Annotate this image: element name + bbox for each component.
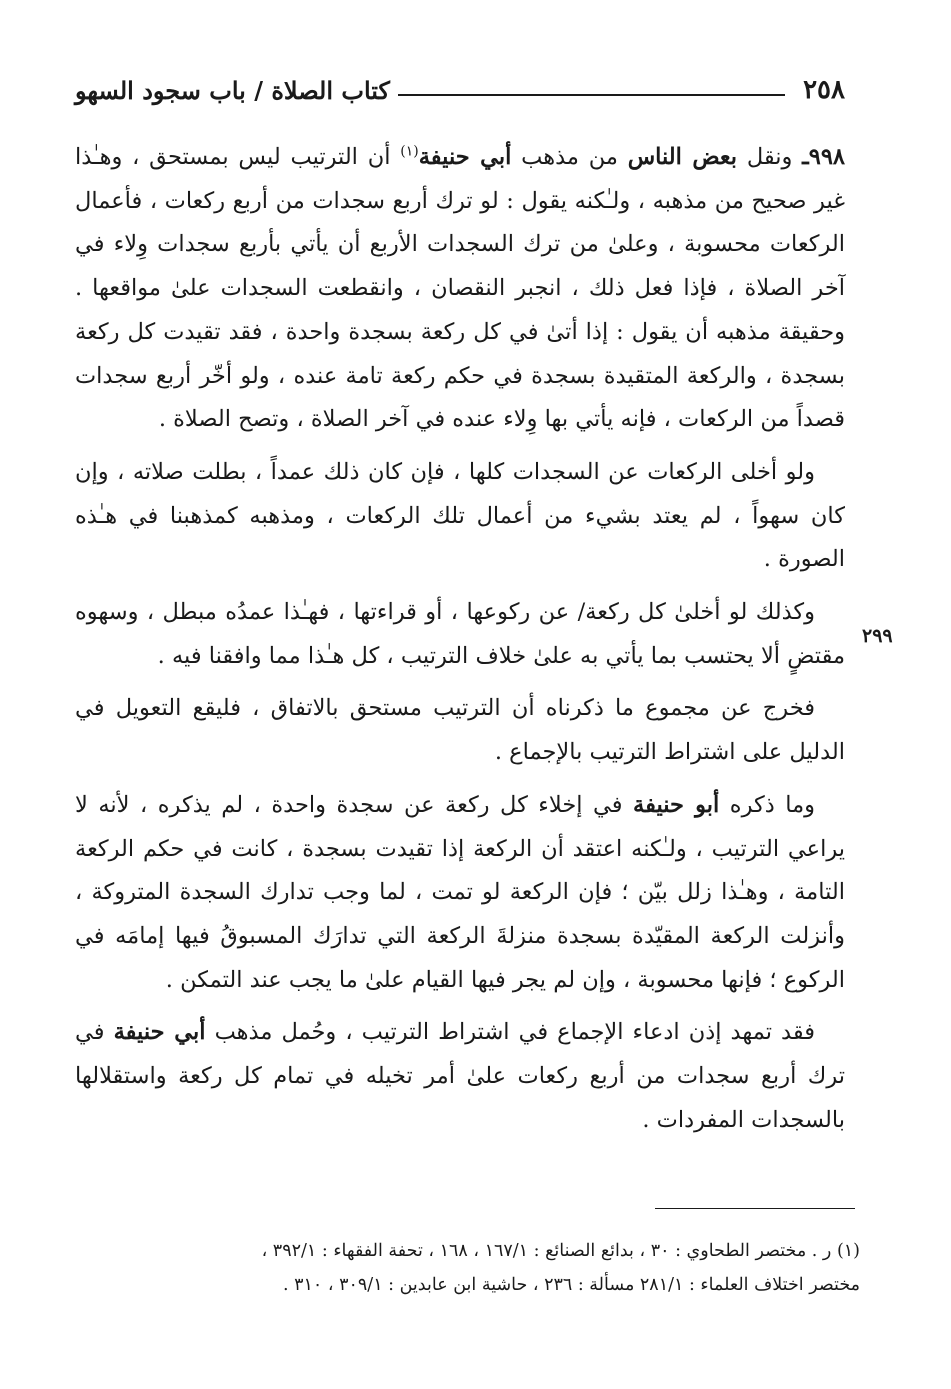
bold-name: أبي حنيفة [418, 144, 512, 170]
text-run: من مذهب [511, 144, 628, 170]
bold-phrase: بعض الناس [627, 144, 738, 170]
footnote-marker: (١) [836, 1241, 860, 1261]
footnote-marker: (١) [400, 143, 419, 160]
running-title: كتاب الصلاة / باب سجود السهو [75, 75, 390, 105]
text-run: ونقل [737, 144, 803, 170]
paragraph [75, 784, 845, 1003]
bold-name: أبي حنيفة [113, 1019, 206, 1046]
bold-name: أبو حنيفة [633, 791, 720, 818]
footnote-separator [655, 1208, 855, 1209]
paragraph: فخرج عن مجموع ما ذكرناه أن الترتيب مستحق بالاتفاق ، فليقع التعويل في الدليل على اشتراط الترتيب بالإجماع . [75, 695, 845, 766]
paragraph-entry-998 [75, 136, 845, 442]
main-text [75, 136, 845, 1151]
footnote-text: ر . مختصر الطحاوي : ٣٠ ، بدائع الصنائع : ١٦٧/١ ، ١٦٨ ، تحفة الفقهاء : ٣٩٢/١ ، [261, 1241, 837, 1261]
text-run: في إخلاء كل ركعة عن سجدة واحدة ، لم يذكره ، لأنه لا يراعي الترتيب ، ولـٰكنه اعتقد أن الركعة إذا تقيدت بسجدة ، كانت في حكم الركعة التامة ، وهـٰذا زلل بيّن ؛ فإن الركعة لو تمت ، لما وجب تدارك السجدة المتروكة ، وأنزلت الركعة المقيّدة بسجدة منزلةَ الركعة التي تدارَك المسبوقُ فيها إمامَه في الركوع ؛ فإنها محسوبة ، وإن لم يجر فيها القيام علىٰ ما يجب عند التمكن . [75, 791, 845, 993]
footnote-1 [75, 1234, 860, 1268]
text-run: في ترك أربع سجدات من أربع ركعات علىٰ أمر تخيله في تمام كل ركعة واستقلالها بالسجدات المفردات . [75, 1019, 845, 1133]
page-header [75, 70, 845, 110]
paragraph: ولو أخلى الركعات عن السجدات كلها ، فإن كان ذلك عمداً ، بطلت صلاته ، وإن كان سهواً ، لم يعتد بشيء من أعمال تلك الركعات ، ومذهبه كمذهبنا في هـٰذه الصورة . [75, 458, 845, 573]
text-run: وما ذكره [719, 791, 816, 818]
text-run: فقد تمهد إذن ادعاء الإجماع في اشتراط الترتيب ، وحُمل مذهب [205, 1019, 816, 1046]
text-run: أن الترتيب ليس بمستحق ، وهـٰذا غير صحيح من مذهبه ، ولـٰكنه يقول : لو ترك أربع سجدات من أربع ركعات ، فأعمال الركعات محسوبة ، وعلىٰ من ترك السجدات الأربع أن يأتي بأربع سجدات وِلاء في آخر الصلاة ، فإذا فعل ذلك ، انجبر النقصان ، وانقطعت السجدات علىٰ مواقعها . وحقيقة مذهبه أن يقول : إذا أتىٰ في كل ركعة بسجدة واحدة ، فقد تقيدت كل ركعة بسجدة ، والركعة المتقيدة بسجدة في حكم ركعة تامة عنده ، ولو أخّر أربع سجدات قصداً من الركعات ، فإنه يأتي بها وِلاء عنده في آخر الصلاة ، وتصح الصلاة . [75, 144, 845, 433]
margin-page-reference: ٢٩٩ [862, 625, 893, 647]
paragraph: وكذلك لو أخلىٰ كل ركعة/ عن ركوعها ، أو قراءتها ، فهـٰذا عمدُه مبطل ، وسهوه مقتضٍ ألا يحتسب بما يأتي به علىٰ خلاف الترتيب ، كل هـٰذا مما وافقنا فيه . [75, 599, 845, 669]
footnotes [75, 1234, 860, 1302]
page-number: ٢٥٨ [803, 75, 845, 105]
header-rule [398, 94, 785, 96]
paragraph [75, 1011, 845, 1142]
entry-number: ٩٩٨ـ [802, 144, 845, 170]
footnote-1-continued: مختصر اختلاف العلماء : ٢٨١/١ مسألة : ٢٣٦ ، حاشية ابن عابدين : ٣٠٩/١ ، ٣١٠ . [282, 1275, 860, 1295]
